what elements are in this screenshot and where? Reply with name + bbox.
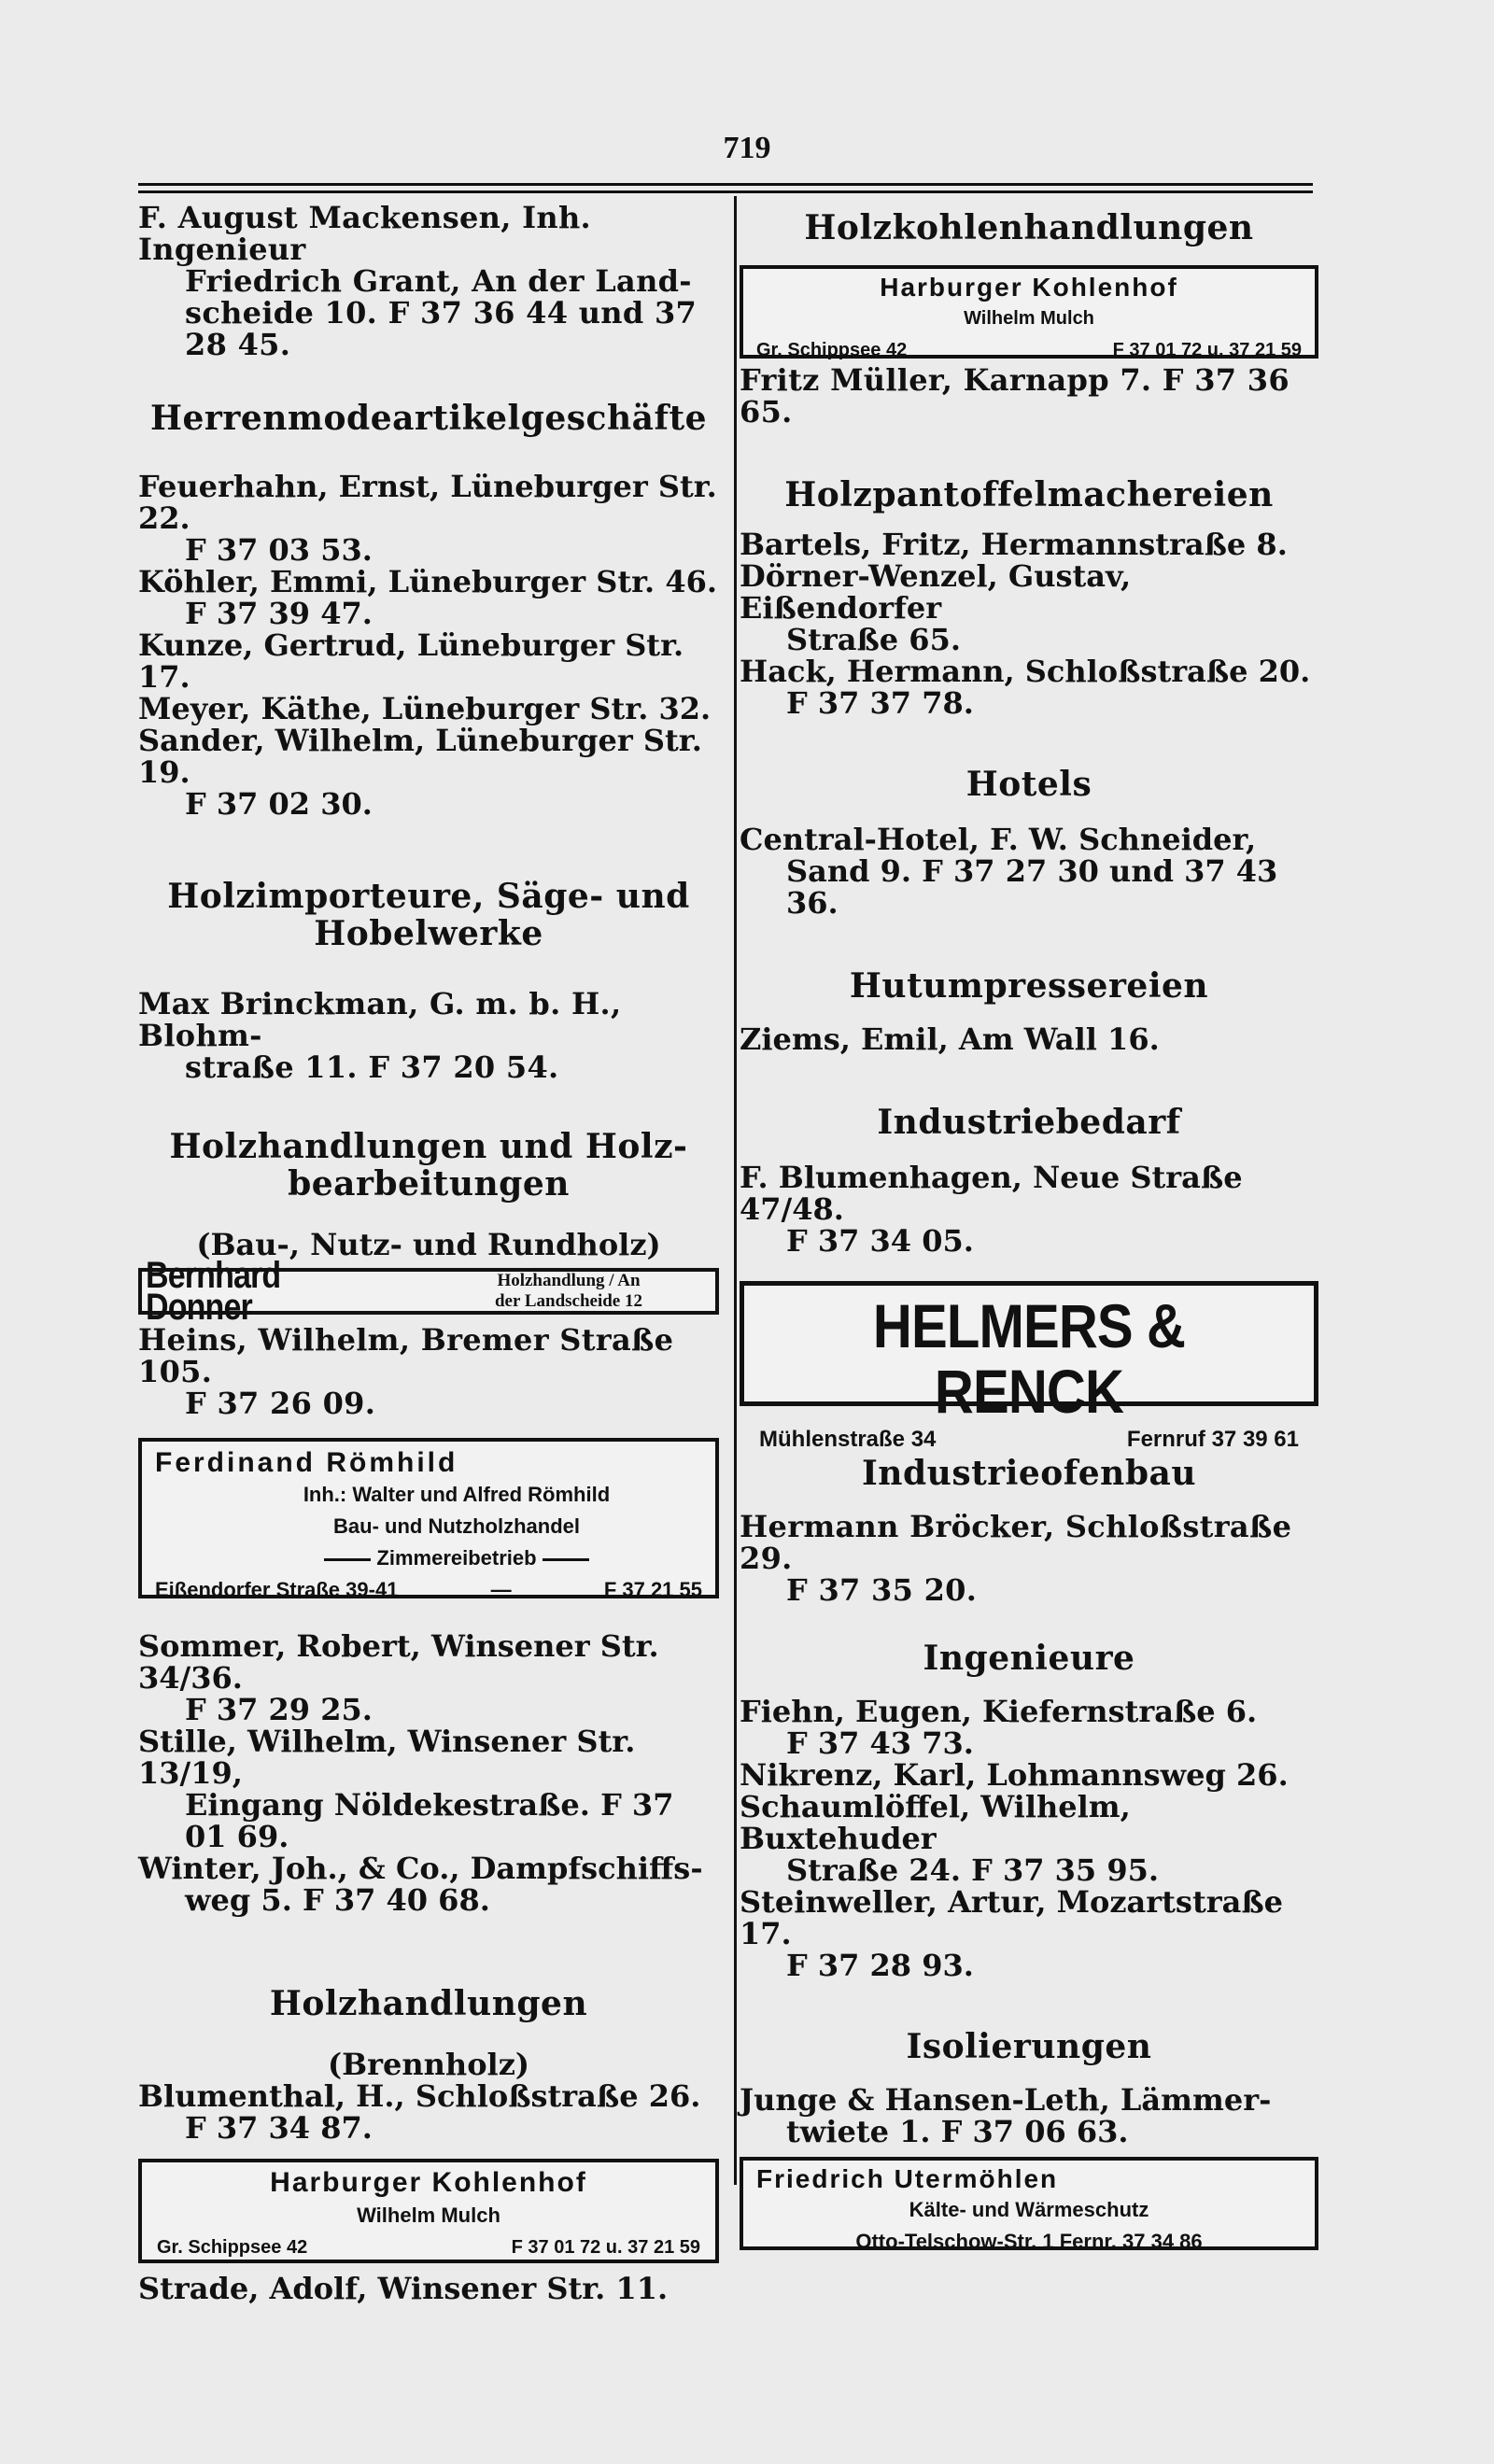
heading-holzkohlen: Holzkohlenhandlungen [804, 208, 1254, 247]
heading-industrieofenbau: Industrieofenbau [861, 1454, 1197, 1493]
entry-line: Ziems, Emil, Am Wall 16. [740, 1021, 1160, 1057]
entry-line: Winter, Joh., & Co., Dampfschiffs- [138, 1851, 703, 1886]
ad-roemhild-zimmerei: Zimmereibetrieb [376, 1546, 537, 1570]
ad-utermoehlen-title: Friedrich Utermöhlen [756, 2164, 1059, 2193]
entry-ziems [740, 1023, 1318, 1055]
ad-helmers-phone: Fernruf 37 39 61 [1126, 1427, 1299, 1452]
entry-brinckman [138, 988, 719, 1083]
list-item [138, 471, 719, 566]
ad-donner [138, 1255, 719, 1328]
dash-rule [324, 1558, 371, 1561]
ad-roemhild [138, 1438, 719, 1601]
entry-line: Blumenthal, H., Schloßstraße 26. [138, 2078, 701, 2114]
top-rule-second [138, 190, 1313, 193]
list-item [740, 560, 1318, 655]
ad-kohlenhof-address: Gr. Schippsee 42 [756, 340, 908, 360]
heading-ingenieure: Ingenieure [923, 1639, 1135, 1678]
entry-line: F. August Mackensen, Inh. Ingenieur [138, 200, 591, 267]
list-item [138, 629, 719, 693]
list-item [138, 566, 719, 629]
ad-donner-name: Bernhard Donner [146, 1255, 281, 1328]
column-divider [734, 196, 737, 2185]
entry-mackensen [138, 202, 719, 360]
entry-line: Stille, Wilhelm, Winsener Str. 13/19, [138, 1724, 636, 1791]
entry-line: F 37 03 53. [185, 532, 373, 568]
ad-kohlenhof-sub: Wilhelm Mulch [964, 308, 1094, 329]
heading-isolierungen: Isolierungen [906, 2027, 1152, 2066]
heading-hutumpressereien: Hutumpressereien [849, 966, 1209, 1006]
ad-kohlenhof-title: Harburger Kohlenhof [270, 2167, 587, 2198]
entry-line: F 37 37 78. [786, 685, 974, 721]
entry-line: Sand 9. F 37 27 30 und 37 43 36. [786, 853, 1278, 921]
entry-line: F. Blumenhagen, Neue Straße 47/48. [740, 1160, 1243, 1227]
entry-line: F 37 39 47. [185, 596, 373, 631]
ad-helmers-title: HELMERS & RENCK [872, 1291, 1186, 1426]
heading-industriebedarf: Industriebedarf [877, 1103, 1181, 1142]
ad-utermoehlen-line: Kälte- und Wärmeschutz [909, 2198, 1149, 2221]
ad-helmers-address: Mühlenstraße 34 [759, 1427, 937, 1452]
heading-hotels: Hotels [965, 765, 1092, 804]
list-item [740, 1696, 1318, 1759]
entry-line: F 37 43 73. [786, 1725, 974, 1761]
entry-line: scheide 10. F 37 36 44 und 37 28 45. [185, 295, 698, 362]
list-item [740, 1759, 1318, 1791]
heading-line: Holzhandlungen und Holz- [169, 1127, 688, 1166]
ad-roemhild-phone: F 37 21 55 [603, 1578, 702, 1601]
ad-roemhild-title: Ferdinand Römhild [155, 1447, 458, 1478]
list-item [138, 1630, 719, 1725]
list-item [740, 655, 1318, 719]
entry-line: Köhler, Emmi, Lüneburger Str. 46. [138, 564, 717, 599]
ad-helmers-renck [740, 1281, 1318, 1452]
entry-line: F 37 34 87. [185, 2110, 373, 2146]
entry-line: Friedrich Grant, An der Land- [185, 263, 692, 299]
list-item [740, 1791, 1318, 1886]
entry-line: Straße 24. F 37 35 95. [786, 1852, 1159, 1888]
ad-donner-line: Holzhandlung / An [497, 1271, 641, 1290]
left-column [138, 198, 719, 2304]
heading-herrenmode: Herrenmodeartikelgeschäfte [149, 399, 707, 438]
page-number: 719 [723, 131, 771, 165]
entry-strade [138, 2273, 719, 2304]
ad-roemhild-address: Eißendorfer Straße 39-41 [155, 1578, 399, 1601]
entry-line: twiete 1. F 37 06 63. [786, 2114, 1129, 2149]
entry-line: Hermann Bröcker, Schloßstraße 29. [740, 1509, 1292, 1576]
top-rule [138, 183, 1313, 186]
entry-line: Junge & Hansen-Leth, Lämmer- [740, 2082, 1272, 2118]
holzpantoffel-list [740, 528, 1318, 719]
entry-line: F 37 26 09. [185, 1386, 376, 1421]
list-item [740, 1886, 1318, 1981]
heading-holzhandlungen-brenn: Holzhandlungen [269, 1984, 588, 2023]
heading-holzpantoffel: Holzpantoffelmachereien [784, 475, 1274, 514]
entry-line: Bartels, Fritz, Hermannstraße 8. [740, 527, 1288, 562]
entry-line: Fritz Müller, Karnapp 7. F 37 36 65. [740, 362, 1290, 429]
entry-line: Schaumlöffel, Wilhelm, Buxtehuder [740, 1789, 1131, 1856]
entry-line: F 37 34 05. [786, 1223, 974, 1259]
entry-line: Hack, Hermann, Schloßstraße 20. [740, 654, 1311, 689]
ad-roemhild-line [155, 1542, 702, 1574]
ad-roemhild-line: Inh.: Walter und Alfred Römhild [303, 1483, 611, 1506]
ad-roemhild-line: Bau- und Nutzholzhandel [333, 1514, 580, 1538]
ad-roemhild-footer [155, 1574, 702, 1606]
ad-kohlenhof-phone: F 37 01 72 u. 37 21 59 [1112, 340, 1302, 360]
subheading-brennholz: (Brennholz) [327, 2047, 529, 2082]
ad-roemhild-dash: — [490, 1578, 512, 1601]
heading-line: Holzimporteure, Säge- und [167, 877, 690, 916]
ad-kohlenhof-right [740, 265, 1318, 359]
entry-heins [138, 1324, 719, 1419]
ad-donner-line: der Landscheide 12 [494, 1291, 642, 1311]
entry-line: Eingang Nöldekestraße. F 37 01 69. [185, 1787, 674, 1854]
herrenmode-list [138, 471, 719, 820]
entry-line: Max Brinckman, G. m. b. H., Blohm- [138, 986, 622, 1053]
entry-fritz-mueller [740, 364, 1318, 428]
list-item [138, 693, 719, 725]
list-item [138, 1852, 719, 1916]
entry-line: F 37 28 93. [786, 1948, 974, 1983]
ad-kohlenhof-left [138, 2159, 719, 2263]
ad-donner-info [426, 1271, 712, 1312]
dash-rule [543, 1558, 589, 1561]
heading-line: bearbeitungen [288, 1164, 570, 1204]
subheading-bau: (Bau-, Nutz- und Rundholz) [196, 1227, 661, 1262]
list-item [138, 725, 719, 820]
ad-kohlenhof-footer [756, 334, 1302, 366]
entry-line: straße 11. F 37 20 54. [185, 1049, 559, 1085]
entry-line: Dörner-Wenzel, Gustav, Eißendorfer [740, 558, 1132, 626]
heading-holzhandlungen [138, 1128, 719, 1203]
entry-line: Heins, Wilhelm, Bremer Straße 105. [138, 1322, 674, 1389]
entry-line: Strade, Adolf, Winsener Str. 11. [138, 2271, 669, 2306]
ad-kohlenhof-footer [157, 2232, 700, 2263]
ad-utermoehlen-line: Otto-Telschow-Str. 1 Fernr. 37 34 86 [855, 2230, 1203, 2253]
entry-line: Nikrenz, Karl, Lohmannsweg 26. [740, 1757, 1289, 1793]
heading-line: Hobelwerke [314, 914, 543, 953]
entry-line: Straße 65. [786, 622, 961, 657]
entry-line: F 37 29 25. [185, 1692, 373, 1727]
entry-line: Fiehn, Eugen, Kiefernstraße 6. [740, 1694, 1258, 1729]
heading-holzimporteure [138, 878, 719, 952]
ad-helmers-footer [759, 1424, 1299, 1456]
ad-kohlenhof-sub: Wilhelm Mulch [357, 2204, 500, 2227]
ad-kohlenhof-title: Harburger Kohlenhof [880, 273, 1178, 302]
entry-line: F 37 02 30. [185, 786, 373, 822]
entry-line: Feuerhahn, Ernst, Lüneburger Str. 22. [138, 469, 717, 536]
entry-broecker [740, 1511, 1318, 1606]
right-column [740, 198, 1318, 2253]
entry-blumenhagen [740, 1162, 1318, 1257]
entry-line: Kunze, Gertrud, Lüneburger Str. 17. [138, 627, 684, 695]
entry-line: Meyer, Käthe, Lüneburger Str. 32. [138, 691, 712, 726]
ingenieure-list [740, 1696, 1318, 1981]
entry-line: Central-Hotel, F. W. Schneider, [740, 822, 1257, 857]
holz-more-list [138, 1630, 719, 1916]
entry-line: Sommer, Robert, Winsener Str. 34/36. [138, 1628, 659, 1696]
list-item [138, 1725, 719, 1852]
ad-utermoehlen [740, 2157, 1318, 2253]
entry-line: F 37 35 20. [786, 1572, 978, 1608]
ad-kohlenhof-address: Gr. Schippsee 42 [157, 2237, 308, 2258]
entry-line: weg 5. F 37 40 68. [185, 1882, 490, 1918]
entry-line: Steinweller, Artur, Mozartstraße 17. [740, 1884, 1283, 1951]
entry-junge-hansen [740, 2084, 1318, 2147]
entry-blumenthal [138, 2080, 719, 2144]
ad-kohlenhof-phone: F 37 01 72 u. 37 21 59 [511, 2237, 700, 2258]
entry-central-hotel [740, 824, 1318, 919]
list-item [740, 528, 1318, 560]
entry-line: Sander, Wilhelm, Lüneburger Str. 19. [138, 723, 702, 790]
